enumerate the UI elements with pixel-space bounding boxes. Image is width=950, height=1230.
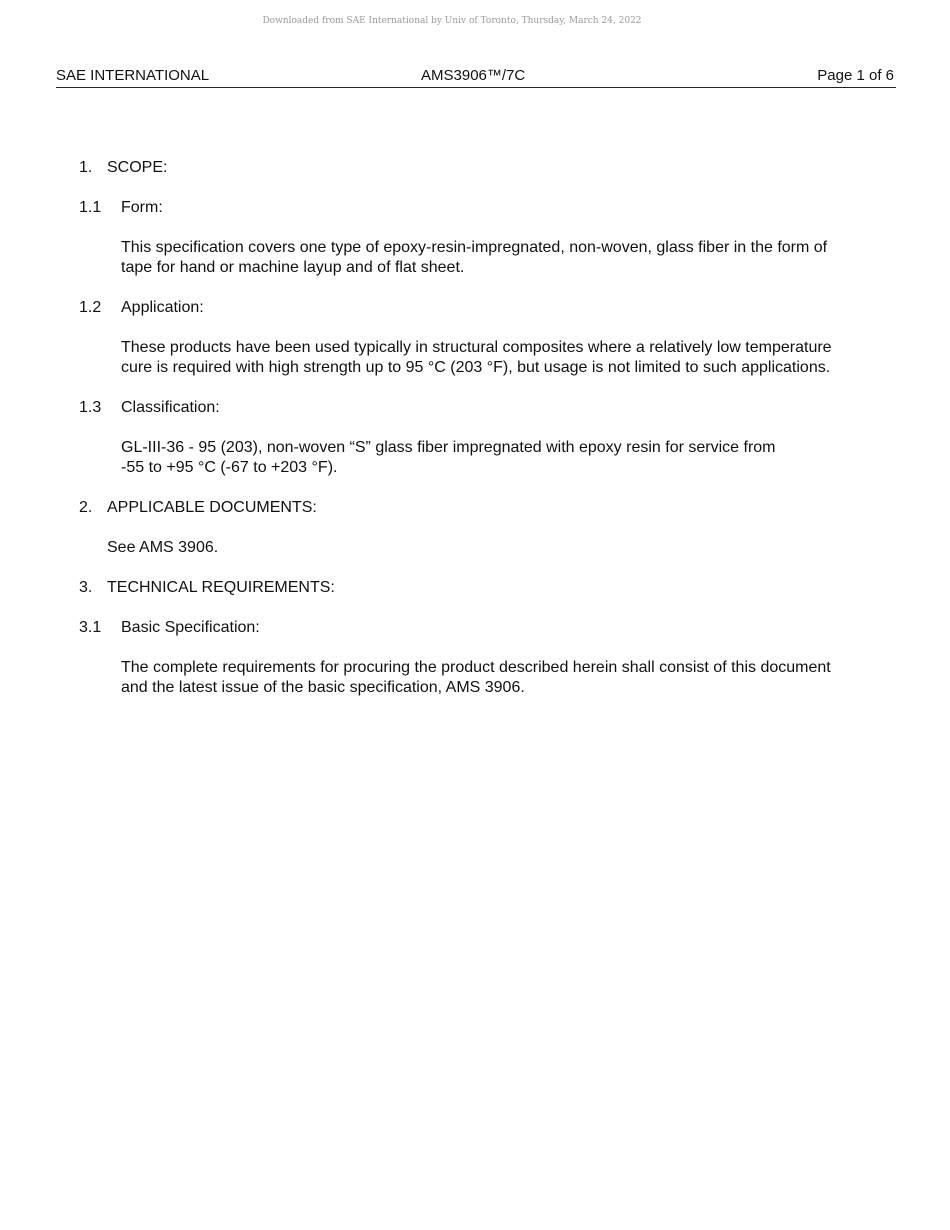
section-1-3-heading <box>0 398 950 418</box>
section-number: 3.1 <box>79 619 102 636</box>
document-id: AMS3906™/7C <box>421 67 526 84</box>
section-3-1-paragraph <box>0 658 891 698</box>
page-number: Page 1 of 6 <box>817 67 894 84</box>
section-1-1-heading <box>0 198 950 218</box>
document-body <box>0 158 950 718</box>
section-3-heading <box>0 578 950 598</box>
section-number: 1.2 <box>79 299 102 316</box>
section-1-1-paragraph <box>0 238 891 278</box>
download-watermark: Downloaded from SAE International by Univ of Toronto, Thursday, March 24, 2022 <box>262 16 642 26</box>
paragraph-line: tape for hand or machine layup and of flat sheet. <box>121 259 465 276</box>
section-title: Basic Specification: <box>121 619 260 636</box>
section-2-heading <box>0 498 950 518</box>
paragraph-line: cure is required with high strength up to 95 °C (203 °F), but usage is not limited to such applications. <box>121 359 831 376</box>
section-title: Application: <box>121 299 204 316</box>
paragraph-line: See AMS 3906. <box>107 539 219 556</box>
section-1-2-heading <box>0 298 950 318</box>
section-number: 3. <box>79 579 93 596</box>
paragraph-line: -55 to +95 °C (-67 to +203 °F). <box>121 459 338 476</box>
page-header <box>56 67 896 88</box>
section-1-2-paragraph <box>0 338 891 378</box>
section-number: 1. <box>79 159 93 176</box>
organization-name: SAE INTERNATIONAL <box>56 67 210 84</box>
section-title: Classification: <box>121 399 220 416</box>
paragraph-line: and the latest issue of the basic specification, AMS 3906. <box>121 679 525 696</box>
paragraph-line: The complete requirements for procuring the product described herein shall consist of this document <box>121 659 831 676</box>
section-1-3-paragraph <box>0 438 891 478</box>
section-title: SCOPE: <box>107 159 168 176</box>
section-number: 2. <box>79 499 93 516</box>
section-number: 1.1 <box>79 199 102 216</box>
paragraph-line: GL-III-36 - 95 (203), non-woven “S” glass fiber impregnated with epoxy resin for service from <box>121 439 776 456</box>
section-number: 1.3 <box>79 399 102 416</box>
paragraph-line: This specification covers one type of epoxy-resin-impregnated, non-woven, glass fiber in the form of <box>121 239 828 256</box>
section-1-heading <box>0 158 950 178</box>
section-title: TECHNICAL REQUIREMENTS: <box>107 579 335 596</box>
paragraph-line: These products have been used typically in structural composites where a relatively low temperature <box>121 339 832 356</box>
section-3-1-heading <box>0 618 950 638</box>
section-title: Form: <box>121 199 163 216</box>
section-title: APPLICABLE DOCUMENTS: <box>107 499 317 516</box>
section-2-paragraph <box>0 538 877 558</box>
